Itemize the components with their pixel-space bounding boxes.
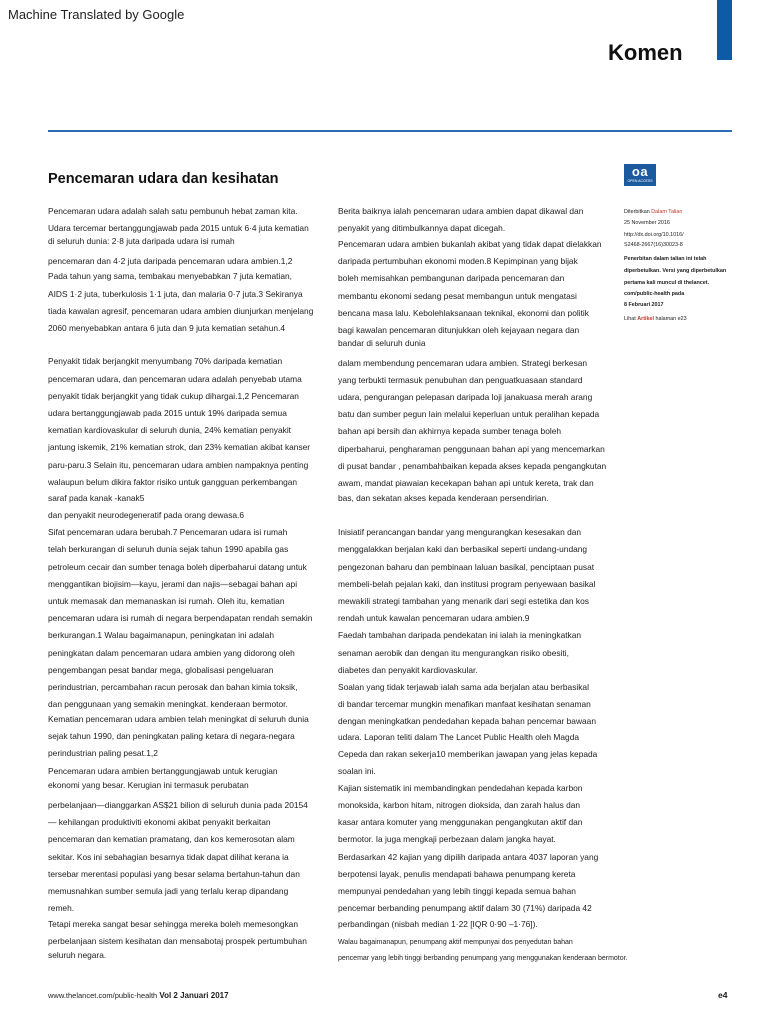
text-line: di pusat bandar , penambahbaikan kepada akses kepada pengangkutan (338, 461, 607, 471)
text-line: telah berkurangan di seluruh dunia sejak tahun 1990 apabila gas (48, 544, 289, 554)
text-line: udara. Laporan teliti dalam The Lancet Public Health oleh Magda (338, 732, 580, 742)
text-line: membantu ekonomi sedang pesat membangun untuk mengatasi (338, 291, 577, 301)
text-line: monoksida, karbon hitam, nitrogen dioksida, dan zarah halus dan (338, 800, 581, 810)
text-line: ekonomi yang besar. Kerugian ini termasuk perubatan (48, 780, 249, 790)
text-line: berpotensi layak, penulis mendapati bahawa penumpang kereta (338, 869, 576, 879)
text-line: Kajian sistematik ini membandingkan pendedahan kepada karbon (338, 783, 583, 793)
text-line: saraf pada kanak -kanak5 (48, 493, 145, 503)
published-label: Diterbitkan (624, 209, 650, 215)
text-line: kasar antara komuter yang menggunakan pengangkutan aktif dan (338, 817, 583, 827)
text-line: Pada tahun yang sama, tembakau menyebabkan 7 juta kematian, (48, 271, 292, 281)
correction-note: pertama kali muncul di thelancet. (624, 280, 710, 286)
text-line: untuk memasak dan memanaskan isi rumah. Oleh itu, kematian (48, 596, 285, 606)
open-access-letters: oa (631, 164, 649, 179)
section-title: Komen (608, 40, 683, 65)
text-line: mewakili strategi tambahan yang menarik dari segi estetika dan kos (338, 596, 589, 606)
text-line: dengan meningkatkan pendedahan kepada bahan pencemar bawaan (338, 716, 596, 726)
text-line: Pencemaran udara ambien bertanggungjawab untuk kerugian (48, 766, 278, 776)
text-line: perindustrian paling pesat.1,2 (48, 748, 158, 758)
text-line: batu dan sumber pegun lain melalui keperluan untuk peralihan kepada (338, 409, 600, 419)
see-page: halaman e23 (655, 316, 687, 322)
text-line: 2060 menyebabkan antara 6 juta dan 9 juta kematian setahun.4 (48, 323, 285, 333)
machine-translation-banner: Machine Translated by Google (8, 7, 185, 22)
text-line: bermotor. Ia juga mengkaji perbezaan dalam jangka hayat. (338, 834, 556, 844)
text-line: sejak tahun 1990, dan peningkatan paling ketara di negara-negara (48, 731, 295, 741)
body-column-right (338, 0, 628, 1024)
text-line: remeh. (48, 903, 75, 913)
text-line: boleh memisahkan pembangunan daripada pencemaran dan (338, 273, 565, 283)
article-title: Pencemaran udara dan kesihatan (48, 171, 279, 187)
section-color-bar (717, 0, 732, 60)
text-line: rendah untuk kawalan pencemaran udara ambien.9 (338, 613, 530, 623)
correction-note: Penerbitan dalam talian ini telah (624, 256, 707, 262)
text-line: Pencemaran udara adalah salah satu pembunuh hebat zaman kita. (48, 206, 298, 216)
body-column-left (48, 0, 338, 1024)
text-line: Udara tercemar bertanggungjawab pada 2015 untuk 6·4 juta kematian (48, 223, 309, 233)
correction-note: com/public-health pada (624, 291, 685, 297)
correction-note: diperbetulkan. Versi yang diperbetulkan (624, 268, 727, 274)
correction-note: 8 Februari 2017 (624, 302, 664, 308)
text-line: dan penyakit neurodegeneratif pada orang dewasa.6 (48, 510, 245, 520)
see-article-line (624, 315, 687, 323)
text-line: Penyakit tidak berjangkit menyumbang 70% daripada kematian (48, 356, 283, 366)
text-line: walaupun belum dikira faktor risiko untuk gangguan perkembangan (48, 477, 298, 487)
text-line: bagi kawalan pencemaran ditunjukkan oleh kejayaan negara dan (338, 325, 580, 335)
text-line: bas, dan sekatan akses kepada kenderaan persendirian. (338, 493, 549, 503)
text-line: seluruh negara. (48, 950, 107, 960)
see-article-link[interactable]: Artikel (637, 316, 654, 322)
text-line: kematian kardiovaskular di seluruh dunia, 24% kematian penyakit (48, 425, 292, 435)
text-line: Berdasarkan 42 kajian yang dipilih daripada antara 4037 laporan yang (338, 852, 599, 862)
text-line: soalan ini. (338, 766, 376, 776)
text-line: pencemaran udara, dan pencemaran udara adalah penyebab utama (48, 374, 302, 384)
text-line: tiada kawalan agresif, pencemaran udara ambien diunjurkan menjelang (48, 306, 314, 316)
text-line: AIDS 1·2 juta, tuberkulosis 1·1 juta, dan malaria 0·7 juta.3 Sekiranya (48, 289, 303, 299)
text-line: pengezonan baharu dan pembinaan laluan basikal, penciptaan pusat (338, 562, 595, 572)
text-line: penyakit yang ditimbulkannya dapat dicegah. (338, 223, 506, 233)
text-line: Pencemaran udara ambien bukanlah akibat yang tidak dapat dielakkan (338, 239, 602, 249)
text-line: diperbaharui, pengharaman penggunaan bahan api yang mencemarkan (338, 444, 605, 454)
text-line: Walau bagaimanapun, penumpang aktif mempunyai dos penyedutan bahan (338, 939, 573, 946)
text-line: di seluruh dunia: 2·8 juta daripada udara isi rumah (48, 236, 235, 246)
text-line: berkurangan.1 Walau bagaimanapun, peningkatan ini adalah (48, 630, 274, 640)
page-number: e4 (718, 990, 728, 1000)
text-line: perbandingan (nisbah median 1·22 [IQR 0·90 –1·76]). (338, 919, 538, 929)
text-line: pengembangan pesat bandar mega, globalisasi pengeluaran (48, 665, 274, 675)
open-access-subtitle: OPEN ACCESS (627, 179, 653, 183)
text-line: menggalakkan berjalan kaki dan berbasikal seperti undang-undang (338, 544, 588, 554)
text-line: bandar di seluruh dunia (338, 338, 426, 348)
text-line: perbelanjaan sistem kesihatan dan mensabotaj prospek pertumbuhan (48, 936, 307, 946)
text-line: Berita baiknya ialah pencemaran udara ambien dapat dikawal dan (338, 206, 584, 216)
footer-journal (48, 991, 229, 1000)
text-line: udara bertanggungjawab pada 2015 untuk 19% daripada semua (48, 408, 287, 418)
text-line: tersebar merentasi populasi yang besar selama bertahun-tahun dan (48, 869, 300, 879)
text-line: di bandar tercemar mungkin menafikan manfaat kesihatan senaman (338, 699, 591, 709)
text-line: daripada pertumbuhan ekonomi moden.8 Kepimpinan yang bijak (338, 256, 578, 266)
text-line: bencana masa lalu. Kebolehlaksanaan teknikal, ekonomi dan politik (338, 308, 589, 318)
text-line: — kehilangan produktiviti ekonomi akibat penyakit berkaitan (48, 817, 271, 827)
published-date: 25 November 2016 (624, 220, 670, 226)
text-line: Tetapi mereka sangat besar sehingga mereka boleh memesongkan (48, 919, 299, 929)
text-line: yang terbukti termasuk penubuhan dan penguatkuasaan standard (338, 375, 583, 385)
text-line: pencemar yang lebih tinggi berbanding penumpang yang menggunakan kenderaan bermotor. (338, 955, 628, 962)
published-line (624, 208, 682, 216)
text-line: mempunyai pendedahan yang lebih tinggi kepada semua bahan (338, 886, 576, 896)
text-line: dan penggunaan yang semakin meningkat. kenderaan bermotor. (48, 699, 288, 709)
text-line: pencemar berbanding penumpang aktif dalam 30 (71%) daripada 42 (338, 903, 592, 913)
text-line: pencemaran dan 4·2 juta daripada pencemaran udara ambien.1,2 (48, 256, 293, 266)
text-line: jantung iskemik, 21% kematian strok, dan 23% kematian akibat kanser (48, 442, 311, 452)
text-line: perbelanjaan—dianggarkan AS$21 bilion di seluruh dunia pada 20154 (48, 800, 308, 810)
text-line: dalam membendung pencemaran udara ambien. Strategi berkesan (338, 358, 588, 368)
published-online-link[interactable]: Dalam Talian (651, 209, 683, 215)
text-line: udara, pengurangan pelepasan daripada loji janakuasa merah arang (338, 392, 593, 402)
text-line: pencemaran udara isi rumah di negara berpendapatan rendah semakin (48, 613, 313, 623)
text-line: pencemaran dan kematian pramatang, dan kos kemerosotan alam (48, 834, 295, 844)
text-line: awam, mandat piawaian kecekapan bahan api untuk kereta, trak dan (338, 478, 594, 488)
text-line: senaman aerobik dan dengan itu mengurangkan risiko obesiti, (338, 648, 569, 658)
text-line: diabetes dan penyakit kardiovaskular. (338, 665, 478, 675)
doi-line[interactable]: S2468-2667(16)30023-8 (624, 242, 683, 248)
text-line: Cepeda dan rakan sekerja10 memberikan jawapan yang jelas kepada (338, 749, 598, 759)
text-line: petroleum cecair dan sumber tenaga boleh diperbaharui datang untuk (48, 562, 307, 572)
text-line: paru-paru.3 Selain itu, pencemaran udara ambien nampaknya penting (48, 460, 309, 470)
text-line: sekitar. Kos ini sebahagian besarnya tidak dapat dilihat kerana ia (48, 852, 289, 862)
doi-line[interactable]: http://dx.doi.org/10.1016/ (624, 232, 684, 238)
footer-url[interactable]: www.thelancet.com/public-health (48, 991, 158, 1000)
text-line: Faedah tambahan daripada pendekatan ini ialah ia meningkatkan (338, 630, 582, 640)
text-line: Inisiatif perancangan bandar yang mengurangkan kesesakan dan (338, 527, 582, 537)
text-line: peningkatan dalam pencemaran udara ambien yang didorong oleh (48, 648, 295, 658)
text-line: penyakit tidak berjangkit yang tidak cukup dihargai.1,2 Pencemaran (48, 391, 299, 401)
text-line: menggantikan biojisim—kayu, jerami dan najis—sebagai bahan api (48, 579, 298, 589)
footer-issue: Vol 2 Januari 2017 (159, 991, 229, 1000)
text-line: Sifat pencemaran udara berubah.7 Pencemaran udara isi rumah (48, 527, 288, 537)
text-line: perindustrian, percambahan racun perosak dan bahan kimia toksik, (48, 682, 298, 692)
text-line: Soalan yang tidak terjawab ialah sama ada berjalan atau berbasikal (338, 682, 589, 692)
see-label: Lihat (624, 316, 636, 322)
text-line: membeli-belah pejalan kaki, dan institusi program penyewaan basikal (338, 579, 596, 589)
text-line: Kematian pencemaran udara ambien telah meningkat di seluruh dunia (48, 714, 309, 724)
text-line: memusnahkan sumber semula jadi yang terlalu kerap dipandang (48, 886, 289, 896)
text-line: bahan api bersih dan akhirnya kepada sumber tenaga boleh (338, 426, 562, 436)
open-access-logo (624, 164, 656, 186)
